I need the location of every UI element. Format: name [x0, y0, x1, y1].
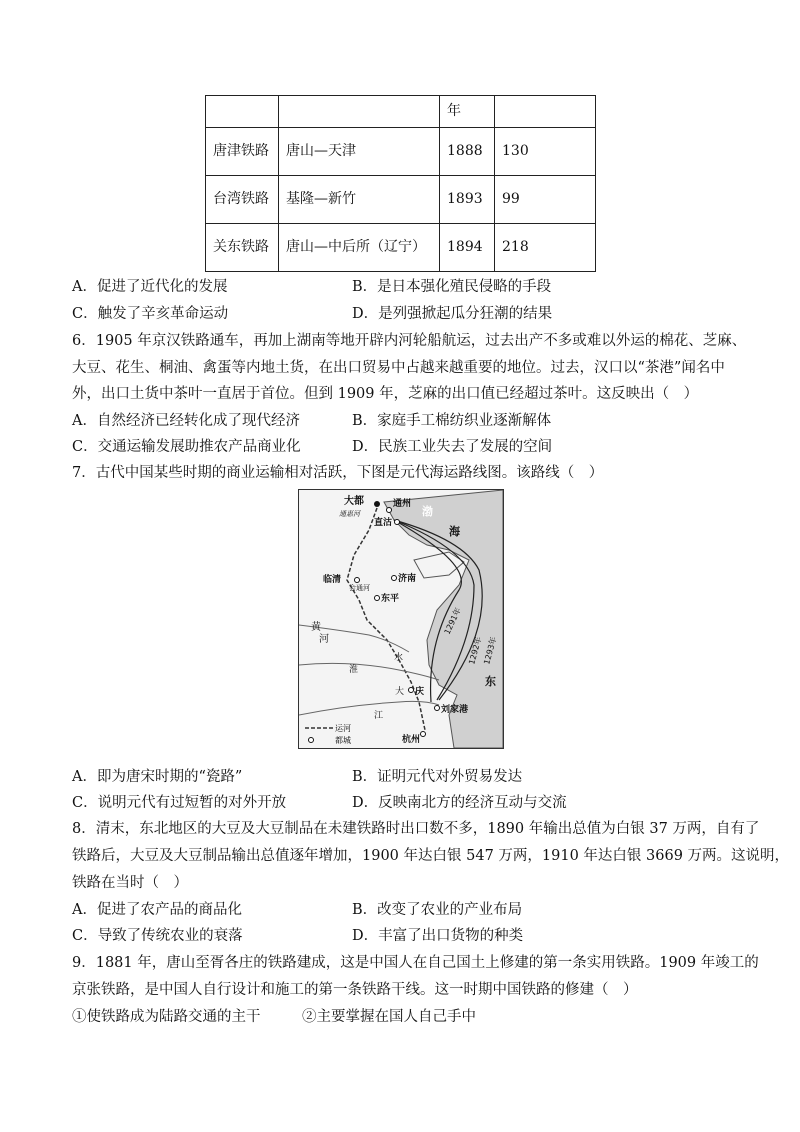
q8-stem-line: 铁路在当时（ ） [72, 875, 188, 891]
city-liujiagang [435, 706, 440, 711]
city-dadu [374, 501, 380, 507]
legend-label: 运河 [335, 724, 351, 733]
map-label: 济南 [398, 574, 417, 584]
table-row [206, 128, 596, 176]
map-label: 黄 [311, 622, 321, 633]
map-label: 水 [394, 653, 404, 663]
q5-option-b: B．是日本强化殖民侵略的手段 [352, 279, 552, 295]
map-label: 淮 [349, 665, 359, 675]
q9-statement-2: ②主要掌握在国人自己手中 [302, 1009, 476, 1025]
table-cell [206, 96, 279, 128]
map-label: 东平 [381, 594, 400, 604]
yangtze-river [299, 701, 439, 715]
q9-statement-1: ①使铁路成为陆路交通的主干 [72, 1009, 261, 1025]
table-cell: 130 [495, 128, 596, 176]
city-jinan [392, 576, 397, 581]
q7-stem: 7．古代中国某些时期的商业运输相对活跃，下图是元代海运路线图。该路线（ ） [72, 465, 604, 481]
map-label: 1292年 [467, 635, 484, 666]
map-label: 刘家港 [441, 705, 469, 715]
q9-stem-line: 京张铁路，是中国人自行设计和施工的第一条铁路干线。这一时期中国铁路的修建（ ） [72, 982, 638, 998]
table-cell: 99 [495, 176, 596, 224]
map-label: 东 [485, 675, 496, 688]
q5-option-d: D．是列强掀起瓜分狂潮的结果 [352, 306, 553, 322]
q6-option-d: D．民族工业失去了发展的空间 [352, 439, 553, 455]
table-cell: 关东铁路 [206, 224, 279, 272]
q6-stem-line: 外，出口土货中茶叶一直居于首位。但到 1909 年，芝麻的出口值已经超过茶叶。这反映出（ ） [72, 386, 699, 402]
table-cell: 年 [440, 96, 495, 128]
map-label: 海 [449, 525, 460, 538]
city-linqing [355, 578, 360, 583]
q9-stem-line: 9．1881 年，唐山至胥各庄的铁路建成，这是中国人在自己国土上修建的第一条实用铁路。1909 年竣工的 [72, 955, 759, 971]
map-drawing [299, 490, 503, 748]
q6-stem-line: 6．1905 年京汉铁路通车，再加上湖南等地开辟内河轮船航运，过去出产不多或难以外运的棉花、芝麻、 [72, 333, 747, 349]
railway-table [205, 95, 596, 272]
city-qingyuan [409, 688, 414, 693]
q6-option-c: C．交通运输发展助推农产品商业化 [72, 439, 301, 455]
map-label: 庆 [415, 687, 425, 697]
table-cell: 1894 [440, 224, 495, 272]
grand-canal [347, 508, 425, 730]
table-row [206, 176, 596, 224]
map-label: 会通河 [349, 584, 370, 592]
q8-stem-line: 铁路后，大豆及大豆制品输出总值逐年增加，1900 年达白银 547 万两，1910 年达白银 3669 万两。这说明， [72, 848, 790, 864]
city-tongzhou [387, 508, 392, 513]
city-dongping [375, 596, 380, 601]
table-cell [279, 96, 440, 128]
q8-stem-line: 8．清末，东北地区的大豆及大豆制品在未建铁路时出口数不多，1890 年输出总值为白银 37 万两，自有了 [72, 821, 760, 837]
q8-option-c: C．导致了传统农业的衰落 [72, 928, 243, 944]
map-label: 直沽 [374, 518, 393, 528]
q8-option-b: B．改变了农业的产业布局 [352, 902, 523, 918]
q7-option-b: B．证明元代对外贸易发达 [352, 769, 523, 785]
table-cell: 1893 [440, 176, 495, 224]
q7-option-a: A．即为唐宋时期的“瓷路” [72, 769, 243, 785]
map-legend [305, 724, 351, 745]
yuan-sea-route-map [298, 489, 504, 749]
map-label: 大都 [344, 496, 364, 507]
map-label: 江 [374, 711, 384, 721]
city-zhigu [395, 520, 400, 525]
map-label: 1293年 [482, 635, 499, 666]
map-label: 杭州 [402, 735, 421, 745]
map-label: 渤 [422, 505, 433, 518]
city-hangzhou [421, 732, 426, 737]
legend-label: 都城 [335, 736, 351, 745]
huai-river [299, 663, 439, 680]
q5-option-a: A．促进了近代化的发展 [72, 279, 228, 295]
table-cell [495, 96, 596, 128]
q8-option-a: A．促进了农产品的商品化 [72, 902, 242, 918]
map-label: 1291年 [442, 606, 463, 636]
map-label: 大 [395, 687, 405, 697]
table-row [206, 224, 596, 272]
table-cell: 218 [495, 224, 596, 272]
q6-option-a: A．自然经济已经转化成了现代经济 [72, 413, 300, 429]
map-label: 通州 [393, 499, 412, 509]
q6-stem-line: 大豆、花生、桐油、禽蛋等内地土货，在出口贸易中占越来越重要的地位。过去，汉口以“茶港”闻名中 [72, 360, 725, 376]
table-cell: 台湾铁路 [206, 176, 279, 224]
table-cell: 1888 [440, 128, 495, 176]
q5-option-c: C．触发了辛亥革命运动 [72, 306, 229, 322]
table-cell: 基隆—新竹 [279, 176, 440, 224]
q7-option-d: D．反映南北方的经济互动与交流 [352, 795, 567, 811]
table-header-row [206, 96, 596, 128]
q8-option-d: D．丰富了出口货物的种类 [352, 928, 524, 944]
map-label: 通惠河 [339, 510, 360, 518]
table-cell: 唐山—中后所（辽宁） [279, 224, 440, 272]
q6-option-b: B．家庭手工棉纺织业逐渐解体 [352, 413, 552, 429]
map-label: 河 [319, 634, 329, 645]
map-label: 临清 [323, 575, 342, 585]
q7-option-c: C．说明元代有过短暂的对外开放 [72, 795, 287, 811]
table-cell: 唐津铁路 [206, 128, 279, 176]
table-cell: 唐山—天津 [279, 128, 440, 176]
